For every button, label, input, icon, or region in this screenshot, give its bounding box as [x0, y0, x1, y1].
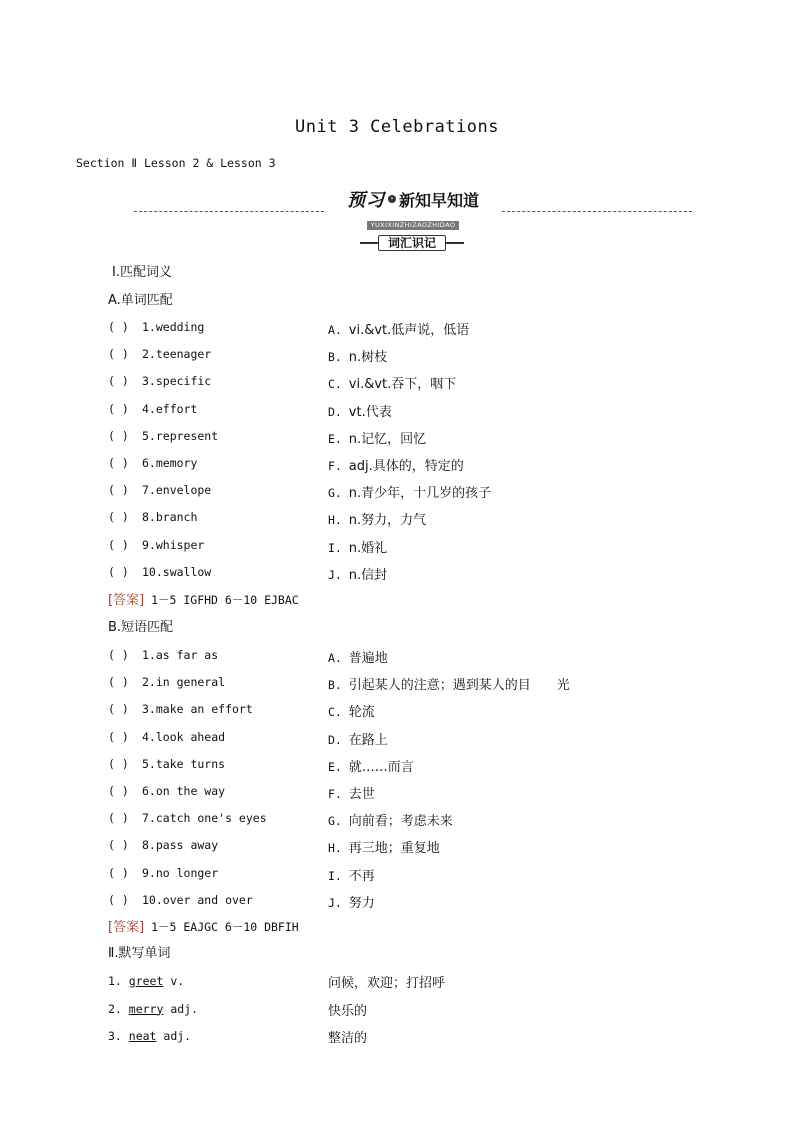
item-option-letter: B. [328, 350, 349, 365]
sectionB-heading: B.短语匹配 [108, 620, 174, 635]
item-option-letter: I. [328, 868, 349, 883]
item-meaning [328, 537, 387, 556]
item-option-text: 轮流 [348, 705, 375, 721]
item-option-text: 引起某人的注意；遇到某人的目 光 [348, 678, 570, 694]
dictation-num: 1. [108, 974, 129, 988]
dictation-word: greet [128, 974, 164, 988]
item-option-letter: A. [328, 651, 349, 665]
answer-blank: ( ) [108, 510, 129, 525]
item-option-letter: I. [328, 540, 349, 555]
item-meaning [328, 837, 440, 856]
item-option-text: vi.&vt.低声说，低语 [348, 323, 470, 338]
item-meaning [328, 319, 469, 338]
item-meaning [328, 401, 392, 420]
item-option-text: n.努力，力气 [348, 513, 427, 529]
answer-blank: ( ) [108, 892, 129, 907]
item-term: 5.take turns [142, 756, 226, 771]
item-term: 10.swallow [142, 564, 212, 579]
answer-blank: ( ) [108, 374, 129, 389]
banner-pinyin: YUXIXINZHIZAOZHIDAO [367, 221, 460, 230]
item-option-text: n.树枝 [348, 350, 388, 366]
item-meaning [328, 482, 491, 501]
item-option-text: 不再 [348, 868, 375, 884]
dictation-meaning: 问候，欢迎；打招呼 [328, 976, 446, 991]
page-title: Unit 3 Celebrations [295, 117, 499, 137]
item-option-letter: H. [328, 841, 349, 856]
vocab-tag [360, 235, 464, 251]
item-option-letter: H. [328, 513, 349, 528]
item-meaning [328, 865, 375, 884]
item-term: 3.make an effort [142, 702, 253, 717]
part2-heading: Ⅱ.默写单词 [108, 946, 171, 961]
item-meaning [328, 373, 456, 392]
item-term: 7.catch one's eyes [142, 811, 267, 826]
item-term: 6.on the way [142, 784, 226, 798]
item-term: 6.memory [142, 456, 198, 470]
answer-blank: ( ) [108, 456, 129, 470]
answer-blank: ( ) [108, 756, 129, 771]
item-meaning [328, 647, 388, 666]
item-option-letter: F. [328, 787, 349, 801]
item-term: 9.whisper [142, 537, 205, 552]
answer-blank: ( ) [108, 675, 129, 690]
item-term: 2.in general [142, 675, 226, 690]
item-option-letter: D. [328, 732, 349, 747]
item-option-letter: J. [328, 567, 349, 582]
item-option-letter: J. [328, 895, 349, 910]
item-term: 9.no longer [142, 865, 219, 880]
item-meaning [328, 783, 375, 802]
item-meaning [328, 564, 387, 583]
banner-divider-right [502, 211, 692, 212]
item-term: 10.over and over [142, 892, 253, 907]
arrow-circle-icon: › [388, 195, 396, 203]
dictation-item [108, 973, 184, 989]
item-term: 3.specific [142, 374, 212, 389]
dictation-meaning: 整洁的 [328, 1031, 368, 1046]
dictation-pos: adj. [156, 1029, 192, 1043]
section-subtitle: Section Ⅱ Lesson 2 & Lesson 3 [76, 156, 276, 170]
banner-divider-left [134, 211, 324, 212]
item-option-text: 向前看；考虑未来 [348, 814, 453, 830]
answer-blank: ( ) [108, 702, 129, 717]
item-meaning [328, 729, 388, 748]
dictation-pos: v. [163, 974, 185, 988]
item-option-text: 普遍地 [348, 651, 388, 666]
answer-row [108, 592, 299, 609]
item-option-text: n.婚礼 [348, 540, 388, 556]
answer-blank: ( ) [108, 838, 129, 853]
item-term: 5.represent [142, 428, 219, 443]
dictation-word: neat [128, 1029, 157, 1043]
dictation-word: merry [128, 1001, 164, 1016]
item-option-letter: E. [328, 759, 349, 774]
answer-blank: ( ) [108, 811, 129, 826]
item-option-letter: E. [328, 431, 349, 446]
item-term: 1.as far as [142, 648, 219, 662]
item-option-text: vt.代表 [348, 404, 392, 420]
item-meaning [328, 346, 387, 365]
item-meaning [328, 810, 453, 829]
item-meaning [328, 701, 375, 720]
item-option-letter: G. [328, 814, 349, 829]
answer-blank: ( ) [108, 320, 129, 334]
item-term: 2.teenager [142, 347, 212, 362]
item-option-text: adj.具体的，特定的 [348, 459, 464, 474]
dictation-num: 3. [108, 1029, 129, 1043]
banner-strong-label: 预习 [346, 190, 385, 211]
item-meaning [328, 455, 464, 474]
item-term: 8.branch [142, 510, 198, 525]
sectionA-heading: A.单词匹配 [108, 293, 173, 308]
answer-row [108, 919, 299, 936]
item-option-letter: C. [328, 377, 349, 392]
item-term: 4.effort [142, 401, 198, 416]
answer-blank: ( ) [108, 347, 129, 362]
answer-blank: ( ) [108, 401, 129, 416]
answer-text: 1－5 IGFHD 6－10 EJBAC [144, 593, 299, 607]
item-term: 4.look ahead [142, 729, 226, 744]
item-meaning [328, 756, 414, 775]
preview-banner [134, 186, 692, 229]
answer-label: [答案] [108, 920, 145, 935]
answer-label: [答案] [108, 593, 145, 608]
answer-blank: ( ) [108, 784, 129, 798]
item-option-text: 在路上 [348, 732, 388, 748]
item-option-text: 再三地；重复地 [348, 841, 440, 857]
answer-blank: ( ) [108, 865, 129, 880]
dictation-meaning: 快乐的 [328, 1003, 368, 1019]
item-meaning [328, 892, 375, 911]
answer-blank: ( ) [108, 483, 129, 498]
item-option-letter: C. [328, 705, 349, 720]
vocab-tag-label: 词汇识记 [378, 235, 446, 251]
item-option-text: 去世 [348, 787, 375, 802]
item-meaning [328, 428, 426, 447]
answer-text: 1－5 EAJGC 6－10 DBFIH [144, 920, 299, 934]
dictation-item [108, 1001, 198, 1017]
item-term: 7.envelope [142, 483, 212, 498]
item-meaning [328, 509, 426, 528]
answer-blank: ( ) [108, 648, 129, 662]
dictation-pos: adj. [163, 1001, 199, 1016]
item-meaning [328, 674, 570, 693]
item-option-letter: D. [328, 404, 349, 419]
item-term: 1.wedding [142, 320, 205, 334]
item-term: 8.pass away [142, 838, 219, 853]
answer-blank: ( ) [108, 428, 129, 443]
answer-blank: ( ) [108, 537, 129, 552]
item-option-letter: G. [328, 486, 349, 501]
item-option-letter: B. [328, 678, 349, 693]
item-option-text: vi.&vt.吞下，咽下 [348, 377, 457, 393]
item-option-letter: A. [328, 323, 349, 337]
answer-blank: ( ) [108, 729, 129, 744]
item-option-text: n.青少年，十几岁的孩子 [348, 486, 492, 502]
part1-heading: Ⅰ.匹配词义 [112, 265, 172, 280]
banner-main-label: 新知早知道 [398, 190, 479, 210]
item-option-text: n.信封 [348, 567, 388, 583]
item-option-letter: F. [328, 459, 349, 473]
answer-blank: ( ) [108, 564, 129, 579]
item-option-text: 就……而言 [348, 759, 414, 775]
dictation-item [108, 1028, 191, 1044]
item-option-text: n.记忆，回忆 [348, 431, 427, 447]
dictation-num: 2. [108, 1001, 129, 1016]
item-option-text: 努力 [348, 895, 375, 911]
